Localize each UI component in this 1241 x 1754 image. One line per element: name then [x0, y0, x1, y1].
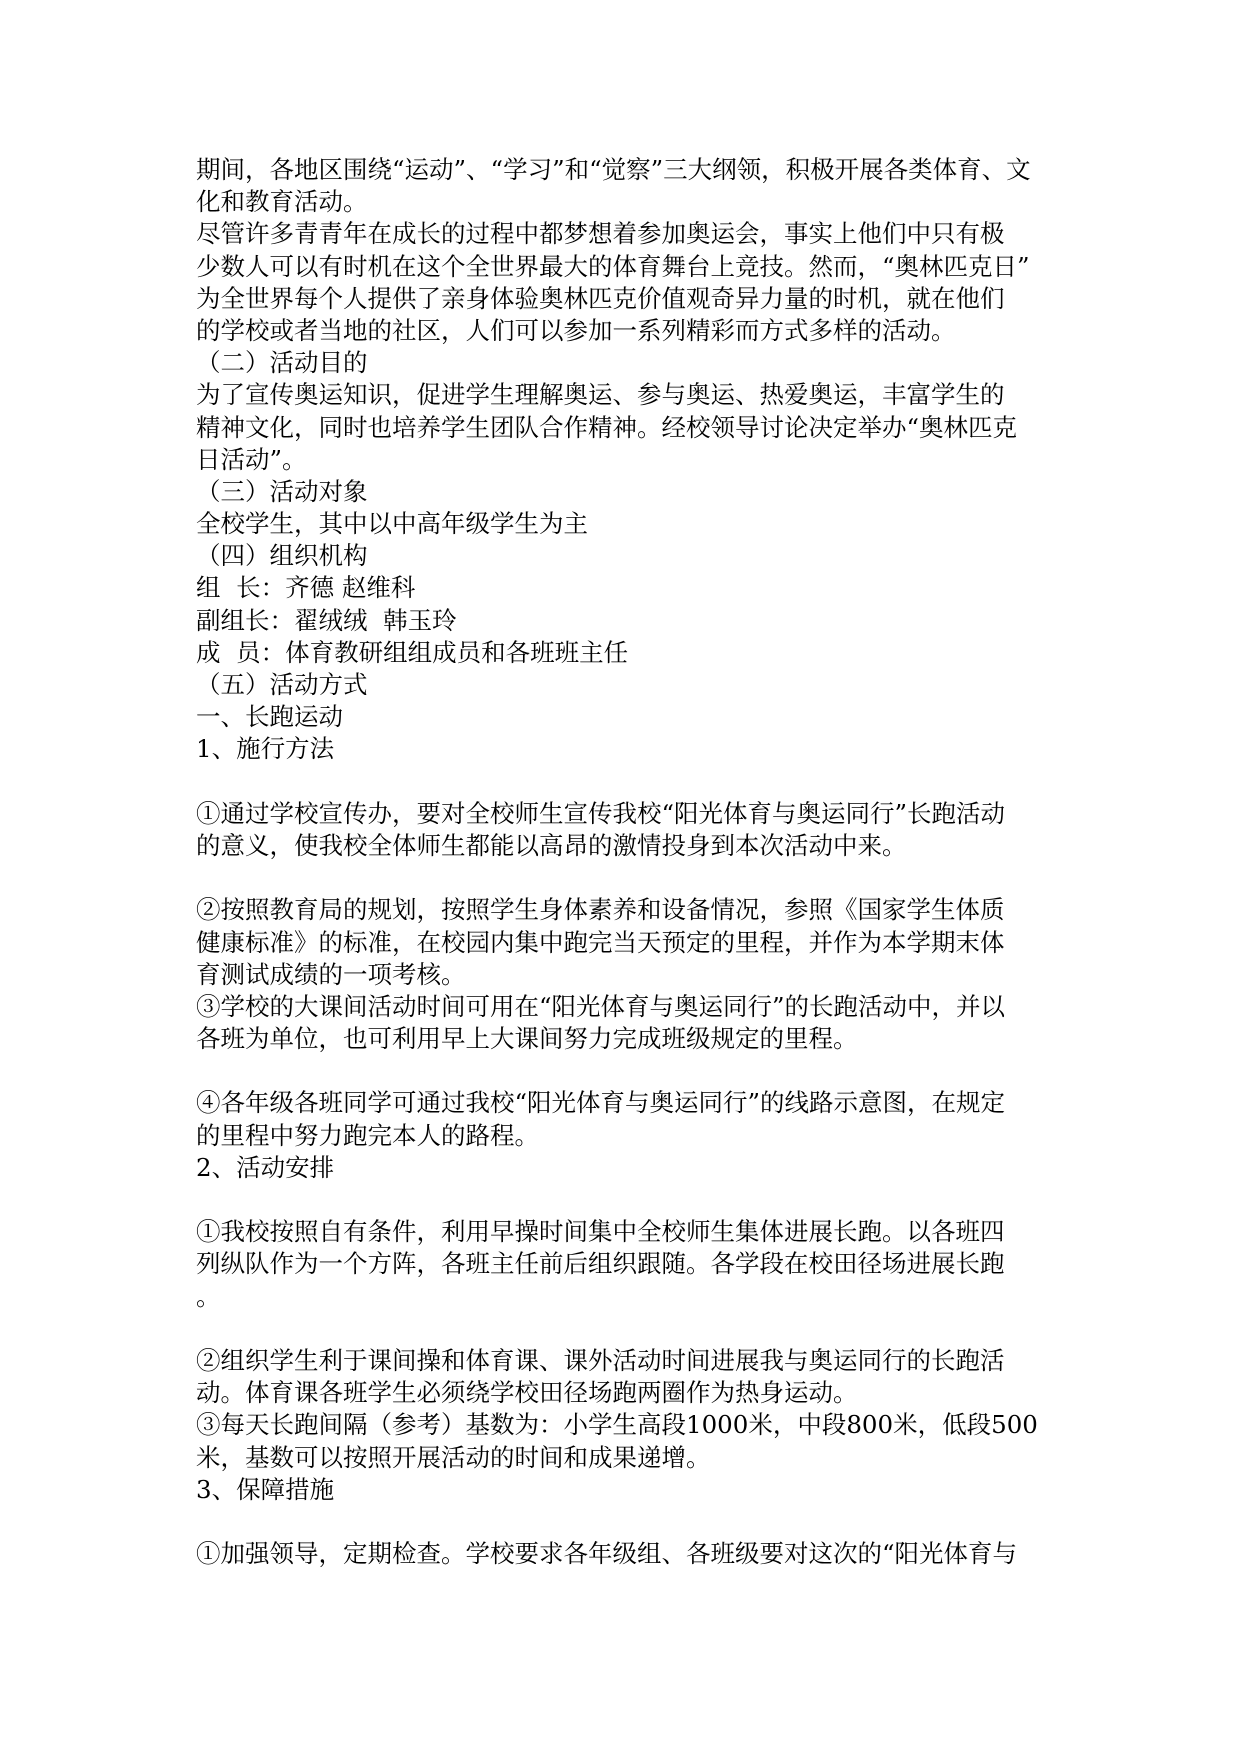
section-heading: （四）组织机构 [196, 541, 368, 571]
subsection-heading: 2、活动安排 [196, 1152, 335, 1182]
text-line: 副组长：翟绒绒 韩玉玲 [196, 605, 457, 635]
list-item: ③每天长跑间隔（参考）基数为：小学生高段1000米，中段800米，低段500 [196, 1410, 1038, 1440]
text-line: 列纵队作为一个方阵，各班主任前后组织跟随。各学段在校田径场进展长跑 [196, 1249, 1005, 1279]
section-heading: （五）活动方式 [196, 670, 368, 699]
blank-line [196, 1055, 1056, 1087]
text-line: 为全世界每个人提供了亲身体验奥林匹克价值观奇异力量的时机，就在他们 [196, 283, 1005, 313]
subsection-heading: 1、施行方法 [196, 734, 335, 764]
blank-line [196, 766, 1056, 798]
list-item: ①加强领导，定期检查。学校要求各年级组、各班级要对这次的“阳光体育与 [196, 1539, 1018, 1569]
text-line: 日活动”。 [196, 444, 307, 474]
list-item: ②按照教育局的规划，按照学生身体素养和设备情况，参照《国家学生体质 [196, 895, 1005, 925]
text-line: 全校学生，其中以中高年级学生为主 [196, 509, 588, 539]
text-line: 精神文化，同时也培养学生团队合作精神。经校领导讨论决定举办“奥林匹克 [196, 412, 1018, 442]
text-line: 期间，各地区围绕“运动”、“学习”和“觉察”三大纲领，积极开展各类体育、文 [196, 155, 1031, 184]
list-item: ②组织学生利于课间操和体育课、课外活动时间进展我与奥运同行的长跑活 [196, 1345, 1005, 1375]
text-line: 尽管许多青青年在成长的过程中都梦想着参加奥运会，事实上他们中只有极 [196, 219, 1005, 249]
list-item: ①通过学校宣传办，要对全校师生宣传我校“阳光体育与奥运同行”长跑活动 [196, 798, 1006, 828]
text-line: 的学校或者当地的社区，人们可以参加一系列精彩而方式多样的活动。 [196, 315, 956, 345]
blank-line [196, 1506, 1056, 1538]
subsection-heading: 一、长跑运动 [196, 702, 343, 732]
subsection-heading: 3、保障措施 [196, 1474, 335, 1504]
text-line: 少数人可以有时机在这个全世界最大的体育舞台上竞技。然而，“奥林匹克日” [196, 251, 1030, 281]
text-line: 动。体育课各班学生必须绕学校田径场跑两圈作为热身运动。 [196, 1378, 858, 1408]
text-line: 育测试成绩的一项考核。 [196, 959, 466, 989]
blank-line [196, 862, 1056, 894]
document-body [196, 154, 1056, 1570]
blank-line [196, 1184, 1056, 1216]
section-heading: （二）活动目的 [196, 348, 368, 378]
text-line: 健康标准》的标准，在校园内集中跑完当天预定的里程，并作为本学期末体 [196, 927, 1005, 957]
text-line: 。 [196, 1281, 221, 1311]
text-line: 的里程中努力跑完本人的路程。 [196, 1120, 539, 1150]
text-line: 米，基数可以按照开展活动的时间和成果递增。 [196, 1442, 711, 1472]
text-line: 化和教育活动。 [196, 187, 368, 217]
text-line: 各班为单位，也可利用早上大课间努力完成班级规定的里程。 [196, 1024, 858, 1054]
section-heading: （三）活动对象 [196, 476, 368, 506]
text-line: 成 员：体育教研组组成员和各班班主任 [196, 637, 629, 667]
text-line: 的意义，使我校全体师生都能以高昂的激情投身到本次活动中来。 [196, 830, 907, 860]
list-item: ④各年级各班同学可通过我校“阳光体育与奥运同行”的线路示意图，在规定 [196, 1088, 1006, 1118]
text-line: 组 长：齐德 赵维科 [196, 573, 416, 603]
list-item: ③学校的大课间活动时间可用在“阳光体育与奥运同行”的长跑活动中，并以 [196, 991, 1006, 1021]
text-line: 为了宣传奥运知识，促进学生理解奥运、参与奥运、热爱奥运，丰富学生的 [196, 380, 1005, 410]
list-item: ①我校按照自有条件，利用早操时间集中全校师生集体进展长跑。以各班四 [196, 1217, 1005, 1247]
blank-line [196, 1313, 1056, 1345]
